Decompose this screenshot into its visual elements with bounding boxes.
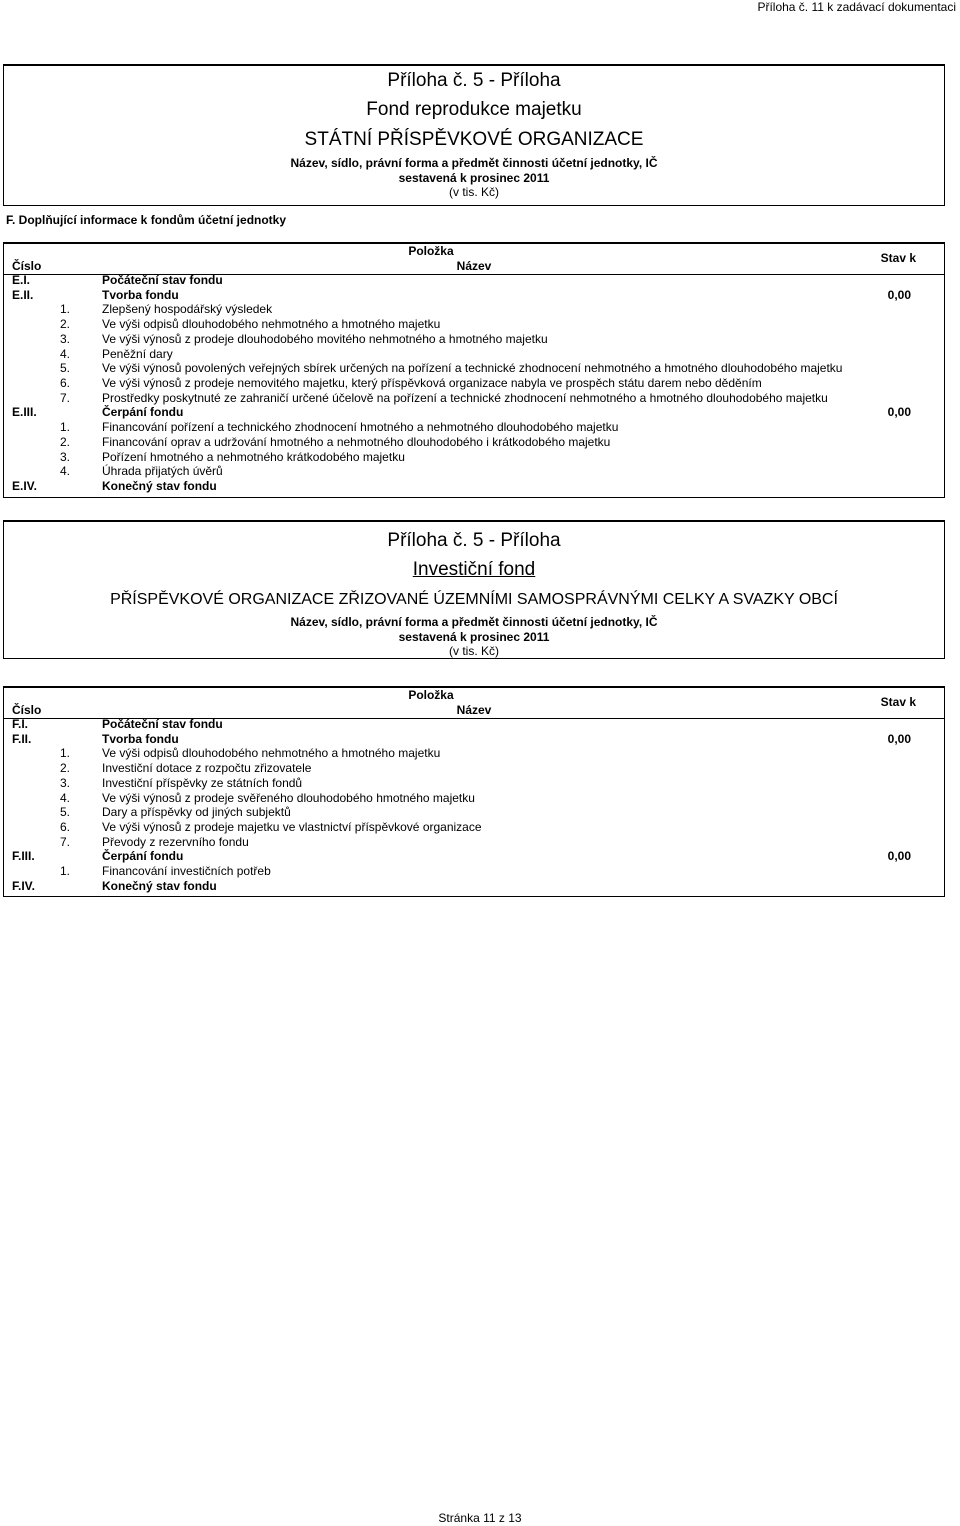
row-code: E.III. — [12, 405, 37, 420]
table-row — [4, 835, 944, 850]
row-name: Financování pořízení a technického zhodnocení hmotného a nehmotného dlouhodobého majetku — [102, 420, 619, 435]
row-name: Ve výši výnosů z prodeje majetku ve vlastnictví příspěvkové organizace — [102, 820, 482, 835]
section2-title: Příloha č. 5 - Příloha — [387, 530, 561, 551]
row-code: E.I. — [12, 273, 31, 287]
row-name: Ve výši výnosů z prodeje svěřeného dlouhodobého hmotného majetku — [102, 790, 475, 805]
row-number: 7. — [59, 834, 70, 849]
page-footer: Stránka 11 z 13 — [438, 1511, 522, 1525]
row-name: Ve výši výnosů z prodeje dlouhodobého movitého nehmotného a hmotného majetku — [102, 331, 548, 346]
section2-title-box — [3, 520, 945, 659]
table-row — [4, 849, 944, 864]
section2-org-type: PŘÍSPĚVKOVÉ ORGANIZACE ZŘIZOVANÉ ÚZEMNÍMI SAMOSPRÁVNÝMI CELKY A SVAZKY OBCÍ — [110, 591, 838, 608]
row-number: 4. — [59, 464, 70, 479]
row-number: 2. — [59, 317, 70, 332]
table-row — [4, 376, 944, 391]
row-number: 2. — [59, 434, 70, 449]
table-row — [4, 717, 944, 732]
section1-title: Příloha č. 5 - Příloha — [387, 70, 561, 91]
row-name: Počáteční stav fondu — [102, 717, 223, 731]
section2-entity-line: Název, sídlo, právní forma a předmět činnosti účetní jednotky, IČ — [290, 615, 658, 629]
row-name: Financování investičních potřeb — [102, 864, 271, 879]
row-code: E.II. — [12, 287, 34, 302]
row-name: Tvorba fondu — [102, 731, 179, 746]
row-name: Zlepšený hospodářský výsledek — [102, 302, 273, 317]
row-number: 3. — [59, 449, 70, 464]
section1-org-type: STÁTNÍ PŘÍSPĚVKOVÉ ORGANIZACE — [304, 129, 644, 150]
section2-date-line: sestavená k prosinec 2011 — [398, 630, 550, 644]
row-number: 3. — [59, 331, 70, 346]
header-stav: Stav k — [880, 251, 916, 265]
section1-title-box — [3, 64, 945, 206]
row-code: F.II. — [12, 731, 32, 746]
row-name: Prostředky poskytnuté ze zahraničí určené účelově na pořízení a technické zhodnocení nehmotného a hmotného dlouhodobého majetku — [102, 390, 828, 405]
row-code: F.I. — [12, 717, 29, 731]
table-row — [4, 464, 944, 479]
row-number: 5. — [59, 805, 70, 820]
table-row — [4, 746, 944, 761]
row-number: 1. — [59, 864, 70, 879]
row-name: Konečný stav fondu — [102, 878, 217, 893]
row-number: 4. — [59, 790, 70, 805]
header-polozka: Položka — [408, 688, 454, 702]
row-name: Investiční dotace z rozpočtu zřizovatele — [102, 761, 312, 776]
row-code: F.III. — [12, 849, 35, 864]
table-row — [4, 435, 944, 450]
table-row — [4, 317, 944, 332]
section1-subtitle: Fond reprodukce majetku — [366, 99, 582, 120]
table-row — [4, 761, 944, 776]
row-number: 1. — [59, 746, 70, 761]
header-polozka: Položka — [408, 244, 454, 258]
row-name: Konečný stav fondu — [102, 479, 217, 494]
table-row — [4, 302, 944, 317]
table-row — [4, 820, 944, 835]
table-row — [4, 420, 944, 435]
table-row — [4, 361, 944, 376]
row-number: 7. — [59, 390, 70, 405]
row-code: E.IV. — [12, 479, 37, 494]
row-name: Financování oprav a udržování hmotného a nehmotného dlouhodobého i krátkodobého majetku — [102, 434, 611, 449]
row-name: Investiční příspěvky ze státních fondů — [102, 775, 303, 790]
row-name: Peněžní dary — [102, 346, 173, 361]
row-number: 4. — [59, 346, 70, 361]
header-cislo: Číslo — [12, 259, 42, 273]
row-number: 6. — [59, 820, 70, 835]
row-value: 0,00 — [887, 287, 911, 302]
row-value: 0,00 — [887, 849, 911, 864]
row-value: 0,00 — [887, 731, 911, 746]
section-label: F. Doplňující informace k fondům účetní jednotky — [6, 213, 287, 227]
table-row — [4, 776, 944, 791]
table-row — [4, 391, 944, 406]
section1-units: (v tis. Kč) — [449, 185, 499, 199]
row-number: 6. — [59, 376, 70, 391]
row-name: Ve výši odpisů dlouhodobého nehmotného a hmotného majetku — [102, 746, 441, 761]
table-row — [4, 405, 944, 420]
section1-date-line: sestavená k prosinec 2011 — [398, 171, 550, 185]
section2-units: (v tis. Kč) — [449, 644, 499, 658]
table-row — [4, 273, 944, 288]
row-name: Ve výši odpisů dlouhodobého nehmotného a hmotného majetku — [102, 317, 441, 332]
table-row — [4, 879, 944, 894]
table-row — [4, 347, 944, 362]
row-name: Čerpání fondu — [102, 849, 184, 864]
header-nazev: Název — [456, 259, 492, 273]
header-cislo: Číslo — [12, 703, 42, 717]
header-nazev: Název — [456, 703, 492, 717]
header-stav: Stav k — [880, 695, 916, 709]
section2-subtitle: Investiční fond — [412, 559, 536, 580]
row-name: Pořízení hmotného a nehmotného krátkodobého majetku — [102, 449, 405, 464]
row-number: 1. — [59, 302, 70, 317]
row-code: F.IV. — [12, 878, 35, 893]
table-row — [4, 332, 944, 347]
row-name: Převody z rezervního fondu — [102, 834, 249, 849]
row-name: Úhrada přijatých úvěrů — [102, 464, 223, 479]
table-row — [4, 288, 944, 303]
row-name: Tvorba fondu — [102, 287, 179, 302]
row-number: 2. — [59, 761, 70, 776]
section1-entity-line: Název, sídlo, právní forma a předmět činnosti účetní jednotky, IČ — [290, 156, 658, 170]
table-row — [4, 864, 944, 879]
table-row — [4, 791, 944, 806]
row-name: Čerpání fondu — [102, 405, 184, 420]
table-row — [4, 805, 944, 820]
row-value: 0,00 — [887, 405, 911, 420]
row-number: 1. — [59, 420, 70, 435]
page-header: Příloha č. 11 k zadávací dokumentaci — [757, 0, 956, 14]
fund-table-reproduction — [3, 242, 945, 498]
table-row — [4, 450, 944, 465]
row-number: 3. — [59, 775, 70, 790]
row-name: Ve výši výnosů z prodeje nemovitého majetku, který příspěvková organizace nabyla ve prospěch státu darem nebo děděním — [102, 376, 762, 391]
row-name: Dary a příspěvky od jiných subjektů — [102, 805, 291, 820]
table-row — [4, 732, 944, 747]
row-name: Ve výši výnosů povolených veřejných sbírek určených na pořízení a technické zhodnocení nehmotného a hmotného dlouhodobého majetku — [102, 361, 843, 376]
row-number: 5. — [59, 361, 70, 376]
table-row — [4, 479, 944, 494]
row-name: Počáteční stav fondu — [102, 273, 223, 287]
fund-table-investment — [3, 686, 945, 897]
